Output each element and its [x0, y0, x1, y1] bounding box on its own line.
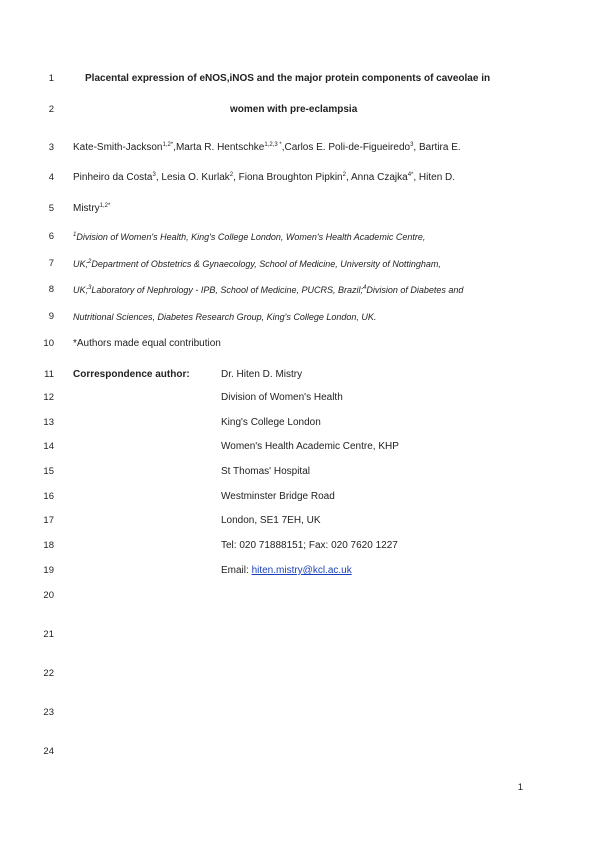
affiliation-line-1: [73, 232, 425, 242]
affiliation-line-2: [73, 259, 441, 269]
author-affiliation-mark: 3: [410, 142, 414, 148]
affiliation-line-3: [73, 285, 463, 295]
correspondence-line: Division of Women's Health: [221, 392, 343, 403]
correspondence-line: Women's Health Academic Centre, KHP: [221, 441, 399, 452]
affiliation-mark: 2: [88, 259, 92, 265]
equal-contribution-note: *Authors made equal contribution: [73, 338, 221, 349]
line-number: 11: [44, 369, 54, 380]
page-number: 1: [517, 782, 523, 793]
author-name: , Bartira E.: [413, 142, 461, 153]
author-affiliation-mark: 1,2,3 *: [264, 142, 282, 148]
line-number: 2: [48, 104, 54, 115]
paper-title-line-2: women with pre-eclampsia: [230, 104, 358, 115]
affiliation-text: Department of Obstetrics & Gynaecology, School of Medicine, University of Nottingham,: [91, 259, 441, 269]
line-number: 23: [43, 707, 54, 718]
author-name: Pinheiro da Costa: [73, 172, 153, 183]
affiliation-line-4: [73, 312, 376, 322]
correspondence-line: Westminster Bridge Road: [221, 491, 335, 502]
author-name: Kate-Smith-Jackson: [73, 142, 163, 153]
line-number: 21: [43, 629, 54, 640]
line-number: 17: [43, 515, 54, 526]
affiliation-text: Division of Women's Health, King's College London, Women's Health Academic Centre,: [76, 232, 426, 242]
line-number: 8: [48, 284, 54, 295]
author-list-line-3: [73, 203, 110, 214]
paper-title-line-1: Placental expression of eNOS,iNOS and the major protein components of caveolae in: [85, 73, 491, 84]
affiliation-text: UK;: [73, 285, 89, 295]
correspondence-line: King's College London: [221, 417, 321, 428]
line-number: 20: [43, 590, 54, 601]
line-number: 12: [43, 392, 54, 403]
author-list-line-1: [73, 142, 461, 153]
author-name: , Hiten D.: [413, 172, 456, 183]
author-affiliation-mark: 2: [342, 172, 346, 178]
affiliation-mark: 3: [88, 285, 92, 291]
author-list-line-2: [73, 172, 455, 183]
affiliation-mark: 1: [73, 232, 77, 238]
correspondence-email-line: [221, 565, 352, 576]
author-name: Mistry: [73, 203, 100, 214]
author-name: , Fiona Broughton Pipkin: [233, 172, 343, 183]
line-number: 15: [43, 466, 54, 477]
author-name: ,Marta R. Hentschke: [173, 142, 265, 153]
line-number: 10: [43, 338, 54, 349]
author-affiliation-mark: 4*: [407, 172, 414, 178]
line-number: 9: [48, 311, 54, 322]
line-number: 18: [43, 540, 54, 551]
line-number: 16: [43, 491, 54, 502]
correspondence-line: St Thomas' Hospital: [221, 466, 310, 477]
line-number: 5: [48, 203, 54, 214]
line-number: 14: [43, 441, 54, 452]
affiliation-text: Nutritional Sciences, Diabetes Research Group, King's College London, UK.: [73, 312, 377, 322]
affiliation-text: Laboratory of Nephrology - IPB, School of Medicine, PUCRS, Brazil;: [91, 285, 363, 295]
line-number: 13: [43, 417, 54, 428]
email-label: Email:: [221, 565, 252, 576]
author-name: , Lesia O. Kurlak: [155, 172, 230, 183]
author-affiliation-mark: 2: [229, 172, 234, 178]
correspondence-line: London, SE1 7EH, UK: [221, 515, 321, 526]
affiliation-text: UK;: [73, 259, 89, 269]
line-number: 3: [48, 142, 54, 153]
line-number: 1: [48, 73, 54, 84]
author-affiliation-mark: 1,2*: [162, 142, 174, 148]
author-name: ,Carlos E. Poli-de-Figueiredo: [281, 142, 411, 153]
line-number: 6: [48, 231, 54, 242]
affiliation-text: Division of Diabetes and: [366, 285, 464, 295]
line-number: 4: [48, 172, 54, 183]
line-number: 19: [43, 565, 54, 576]
correspondence-line: Dr. Hiten D. Mistry: [221, 369, 303, 380]
affiliation-mark: 4: [362, 285, 367, 291]
email-link[interactable]: hiten.mistry@kcl.ac.uk: [251, 565, 352, 576]
correspondence-line: Tel: 020 71888151; Fax: 020 7620 1227: [221, 540, 398, 551]
author-affiliation-mark: 1,2*: [99, 203, 111, 209]
line-number: 24: [43, 746, 54, 757]
author-affiliation-mark: 3: [152, 172, 156, 178]
line-number: 7: [48, 258, 54, 269]
author-name: , Anna Czajka: [345, 172, 408, 183]
correspondence-label: Correspondence author:: [73, 369, 190, 380]
line-number: 22: [43, 668, 54, 679]
